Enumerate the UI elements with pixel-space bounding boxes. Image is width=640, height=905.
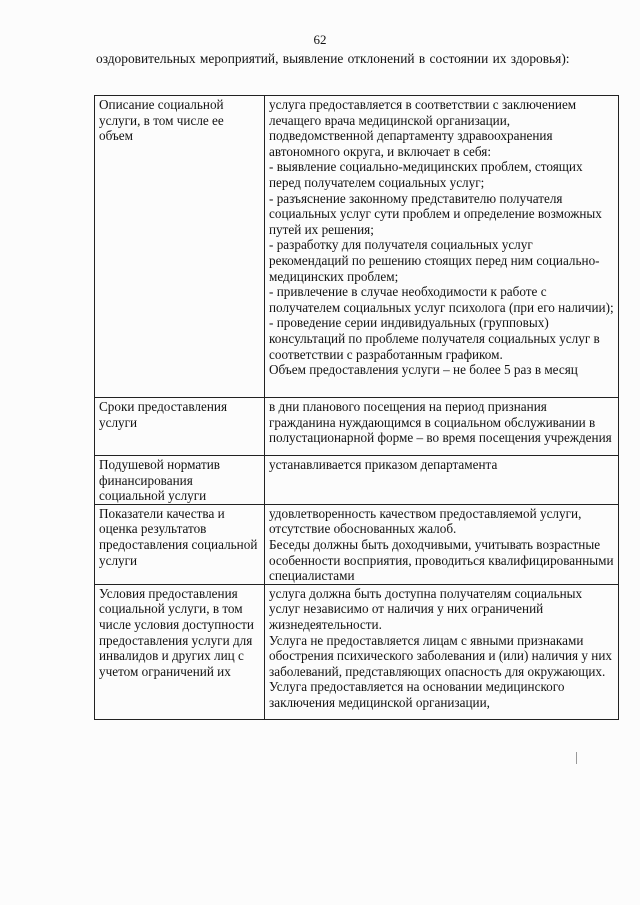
- table-row-funding-norm: [95, 456, 619, 505]
- content-line: Услуга предоставляется на основании медицинского заключения медицинской организации,: [269, 679, 565, 710]
- row-label: Описание социальной услуги, в том числе ее объем: [95, 96, 265, 398]
- row-label: Показатели качества и оценка результатов предоставления социальной услуги: [95, 504, 265, 584]
- page-number: 62: [313, 32, 327, 47]
- content-line: услуга должна быть доступна получателям социальных услуг независимо от наличия у них ограничений жизнедеятельности.: [269, 585, 583, 632]
- row-label: Условия предоставления социальной услуги, в том числе условия доступности предоставления услуги для инвалидов и других лиц с учетом ограничений их: [95, 584, 265, 719]
- content-line: услуга предоставляется в соответствии с заключением лечащего врача медицинской организации, подведомственной департаменту здравоохранения автономного округа, и включает в себя:: [269, 97, 577, 159]
- content-line: Услуга не предоставляется лицам с явными признаками обострения психического заболевания и (или) наличия у них заболеваний, представляющих опасность для окружающих.: [269, 632, 612, 679]
- content-line: - привлечение в случае необходимости к работе с получателем социальных услуг психолога (при его наличии);: [269, 284, 614, 315]
- table-row-quality: [95, 504, 619, 584]
- content-line: Беседы должны быть доходчивыми, учитывать возрастные особенности восприятия, проводиться квалифицированными специалистами: [269, 536, 614, 584]
- table-row-terms: [95, 398, 619, 456]
- service-table: [94, 95, 619, 720]
- row-content: [265, 398, 619, 456]
- content-line: в дни планового посещения на период признания гражданина нуждающимся в социальном обслуживании в полустационарной форме – во время посещения учреждения: [269, 399, 612, 446]
- row-content: [265, 584, 619, 719]
- row-content: [265, 456, 619, 505]
- row-label: Сроки предоставления услуги: [95, 398, 265, 456]
- row-content: [265, 96, 619, 398]
- content-line: удовлетворенность качеством предоставляемой услуги, отсутствие обоснованных жалоб.: [269, 505, 582, 537]
- content-line: - разработку для получателя социальных услуг рекомендаций по решению стоящих перед ним социально-медицинских проблем;: [269, 237, 600, 284]
- content-line: - разъяснение законному представителю получателя социальных услуг сути проблем и определение возможных путей их решения;: [269, 190, 602, 237]
- content-line: - проведение серии индивидуальных (групповых) консультаций по проблеме получателя социальных услуг в соответствии с разработанным графиком.: [269, 315, 600, 362]
- intro-paragraph: оздоровительных мероприятий, выявление отклонений в состоянии их здоровья):: [96, 51, 570, 66]
- content-line: устанавливается приказом департамента: [269, 457, 498, 472]
- row-label: Подушевой норматив финансирования социальной услуги: [95, 456, 265, 505]
- scan-mark: [576, 752, 577, 764]
- row-content: [265, 504, 619, 584]
- content-line: - выявление социально-медицинских проблем, стоящих перед получателем социальных услуг;: [269, 159, 583, 190]
- table-row-conditions: [95, 584, 619, 719]
- content-line: Объем предоставления услуги – не более 5 раз в месяц: [269, 362, 578, 378]
- table-row-description: [95, 96, 619, 398]
